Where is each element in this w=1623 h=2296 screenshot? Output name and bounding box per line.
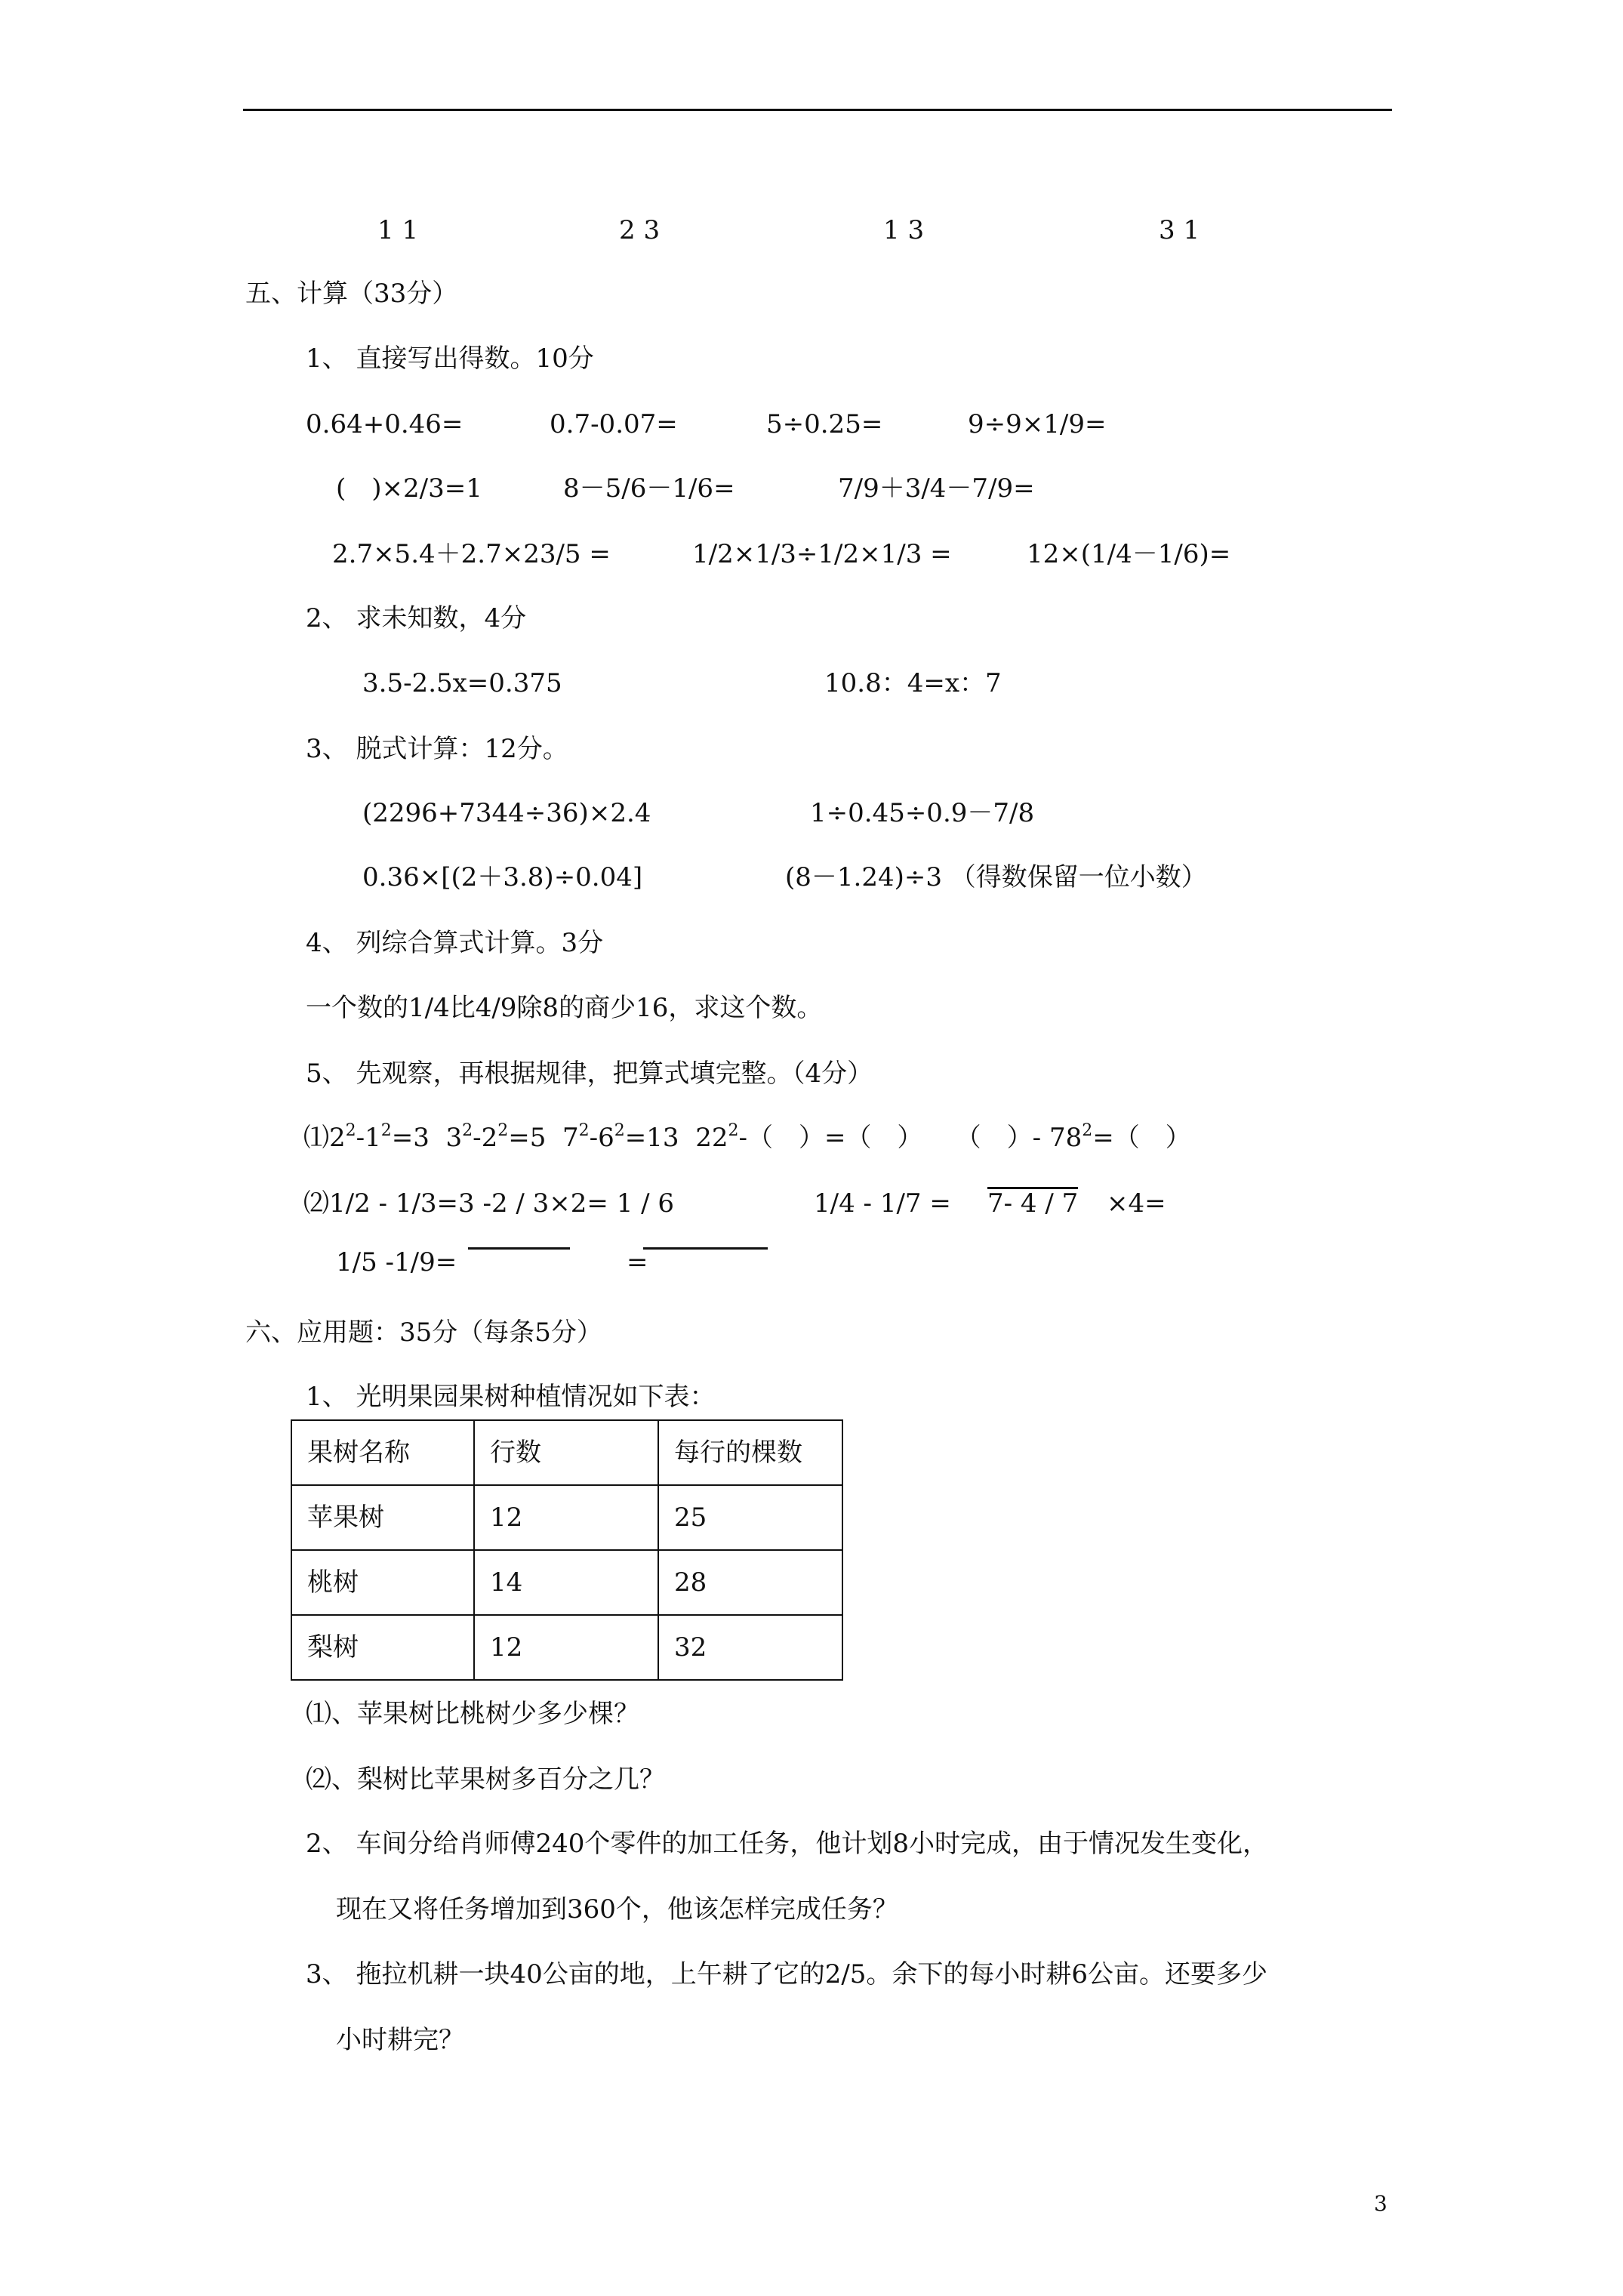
answer-blank-2[interactable] (643, 1247, 768, 1250)
q5-1-expr-4: 9÷9×1/9= (968, 409, 1107, 439)
q5-3-expr-4: (8－1.24)÷3 （得数保留一位小数） (785, 862, 1207, 892)
table-cell: 桃树 (291, 1550, 474, 1615)
q5-3-title: 3、 脱式计算：12分。 (306, 734, 568, 764)
table-cell: 梨树 (291, 1615, 474, 1680)
q5-5-line-3a: 1/5 -1/9= (336, 1247, 457, 1277)
q5-3-expr-2: 1÷0.45÷0.9－7/8 (810, 798, 1035, 828)
q5-5-line-2b: 1/4 - 1/7 = (814, 1188, 951, 1219)
q5-1-expr-1: 0.64+0.46= (306, 409, 463, 439)
q6-2-line-2: 现在又将任务增加到360个，他该怎样完成任务？ (336, 1894, 898, 1925)
section-6-title: 六、应用题：35分（每条5分） (245, 1318, 602, 1348)
q5-1-expr-7: 7/9＋3/4－7/9= (838, 473, 1035, 504)
q5-5-line-2c: 7- 4 / 7 (987, 1188, 1079, 1219)
table-cell: 12 (474, 1615, 658, 1680)
q5-2-equation-2: 10.8：4=x：7 (824, 668, 1002, 698)
table-row (291, 1485, 842, 1550)
top-row-item-1: 1 1 (377, 215, 419, 245)
q6-3-line-1: 3、 拖拉机耕一块40公亩的地，上午耕了它的2/5。余下的每小时耕6公亩。还要多少 (306, 1959, 1268, 1989)
q5-1-expr-9: 1/2×1/3÷1/2×1/3 = (692, 539, 952, 569)
table-header-row (291, 1420, 842, 1485)
q5-5-line-1: $⑴2^2-1^2=3$ $3^2-2^2=5$ $7^2-6^2=13$ $22^2-$（ ）=（ ） （ ）- $78^2=$（ ） (303, 1121, 1191, 1153)
table-header-cell: 果树名称 (291, 1420, 474, 1485)
table-row (291, 1615, 842, 1680)
q5-1-expr-6: 8－5/6－1/6= (563, 473, 735, 504)
q6-3-line-2: 小时耕完？ (336, 2025, 464, 2055)
q6-1-title: 1、 光明果园果树种植情况如下表： (306, 1382, 716, 1412)
q5-1-expr-8: 2.7×5.4＋2.7×23/5 = (332, 539, 611, 569)
q5-1-expr-10: 12×(1/4－1/6)= (1027, 539, 1231, 569)
q5-3-expr-3: 0.36×[(2＋3.8)÷0.04] (362, 862, 643, 892)
q5-1-expr-3: 5÷0.25= (766, 409, 883, 439)
table-header-cell: 每行的棵数 (658, 1420, 842, 1485)
q6-2-line-1: 2、 车间分给肖师傅240个零件的加工任务，他计划8小时完成，由于情况发生变化， (306, 1829, 1268, 1859)
top-row-item-3: 1 3 (883, 215, 925, 245)
q5-1-expr-5: ( )×2/3=1 (336, 473, 482, 504)
q5-3-expr-1: (2296+7344÷36)×2.4 (362, 798, 651, 828)
q6-1-sub-2: ⑵、梨树比苹果树多百分之几？ (306, 1764, 665, 1795)
q5-1-title: 1、 直接写出得数。10分 (306, 344, 594, 374)
table-cell: 苹果树 (291, 1485, 474, 1550)
table-cell: 14 (474, 1550, 658, 1615)
q5-2-title: 2、 求未知数，4分 (306, 603, 527, 633)
table-row (291, 1550, 842, 1615)
q5-4-title: 4、 列综合算式计算。3分 (306, 928, 604, 958)
q5-1-expr-2: 0.7-0.07= (550, 409, 678, 439)
table-cell: 28 (658, 1550, 842, 1615)
top-row-item-4: 3 1 (1159, 215, 1200, 245)
table-cell: 25 (658, 1485, 842, 1550)
header-rule (243, 109, 1392, 111)
q5-2-equation-1: 3.5-2.5x=0.375 (362, 668, 562, 698)
fruit-table (291, 1419, 843, 1681)
q6-1-sub-1: ⑴、苹果树比桃树少多少棵？ (306, 1699, 639, 1729)
q5-5-line-2d: ×4= (1107, 1188, 1166, 1219)
top-row-item-2: 2 3 (619, 215, 661, 245)
table-cell: 12 (474, 1485, 658, 1550)
page-number: 3 (1374, 2191, 1387, 2216)
table-cell: 32 (658, 1615, 842, 1680)
q5-5-line-3b: = (627, 1247, 648, 1277)
q5-5-line-2a: ⑵1/2 - 1/3=3 -2 / 3×2= 1 / 6 (303, 1188, 675, 1219)
table-header-cell: 行数 (474, 1420, 658, 1485)
q5-4-text: 一个数的1/4比4/9除8的商少16，求这个数。 (306, 993, 823, 1023)
section-5-title: 五、计算（33分） (245, 279, 458, 309)
q5-5-title: 5、 先观察，再根据规律，把算式填完整。（4分） (306, 1059, 873, 1089)
answer-blank-1[interactable] (468, 1247, 570, 1250)
